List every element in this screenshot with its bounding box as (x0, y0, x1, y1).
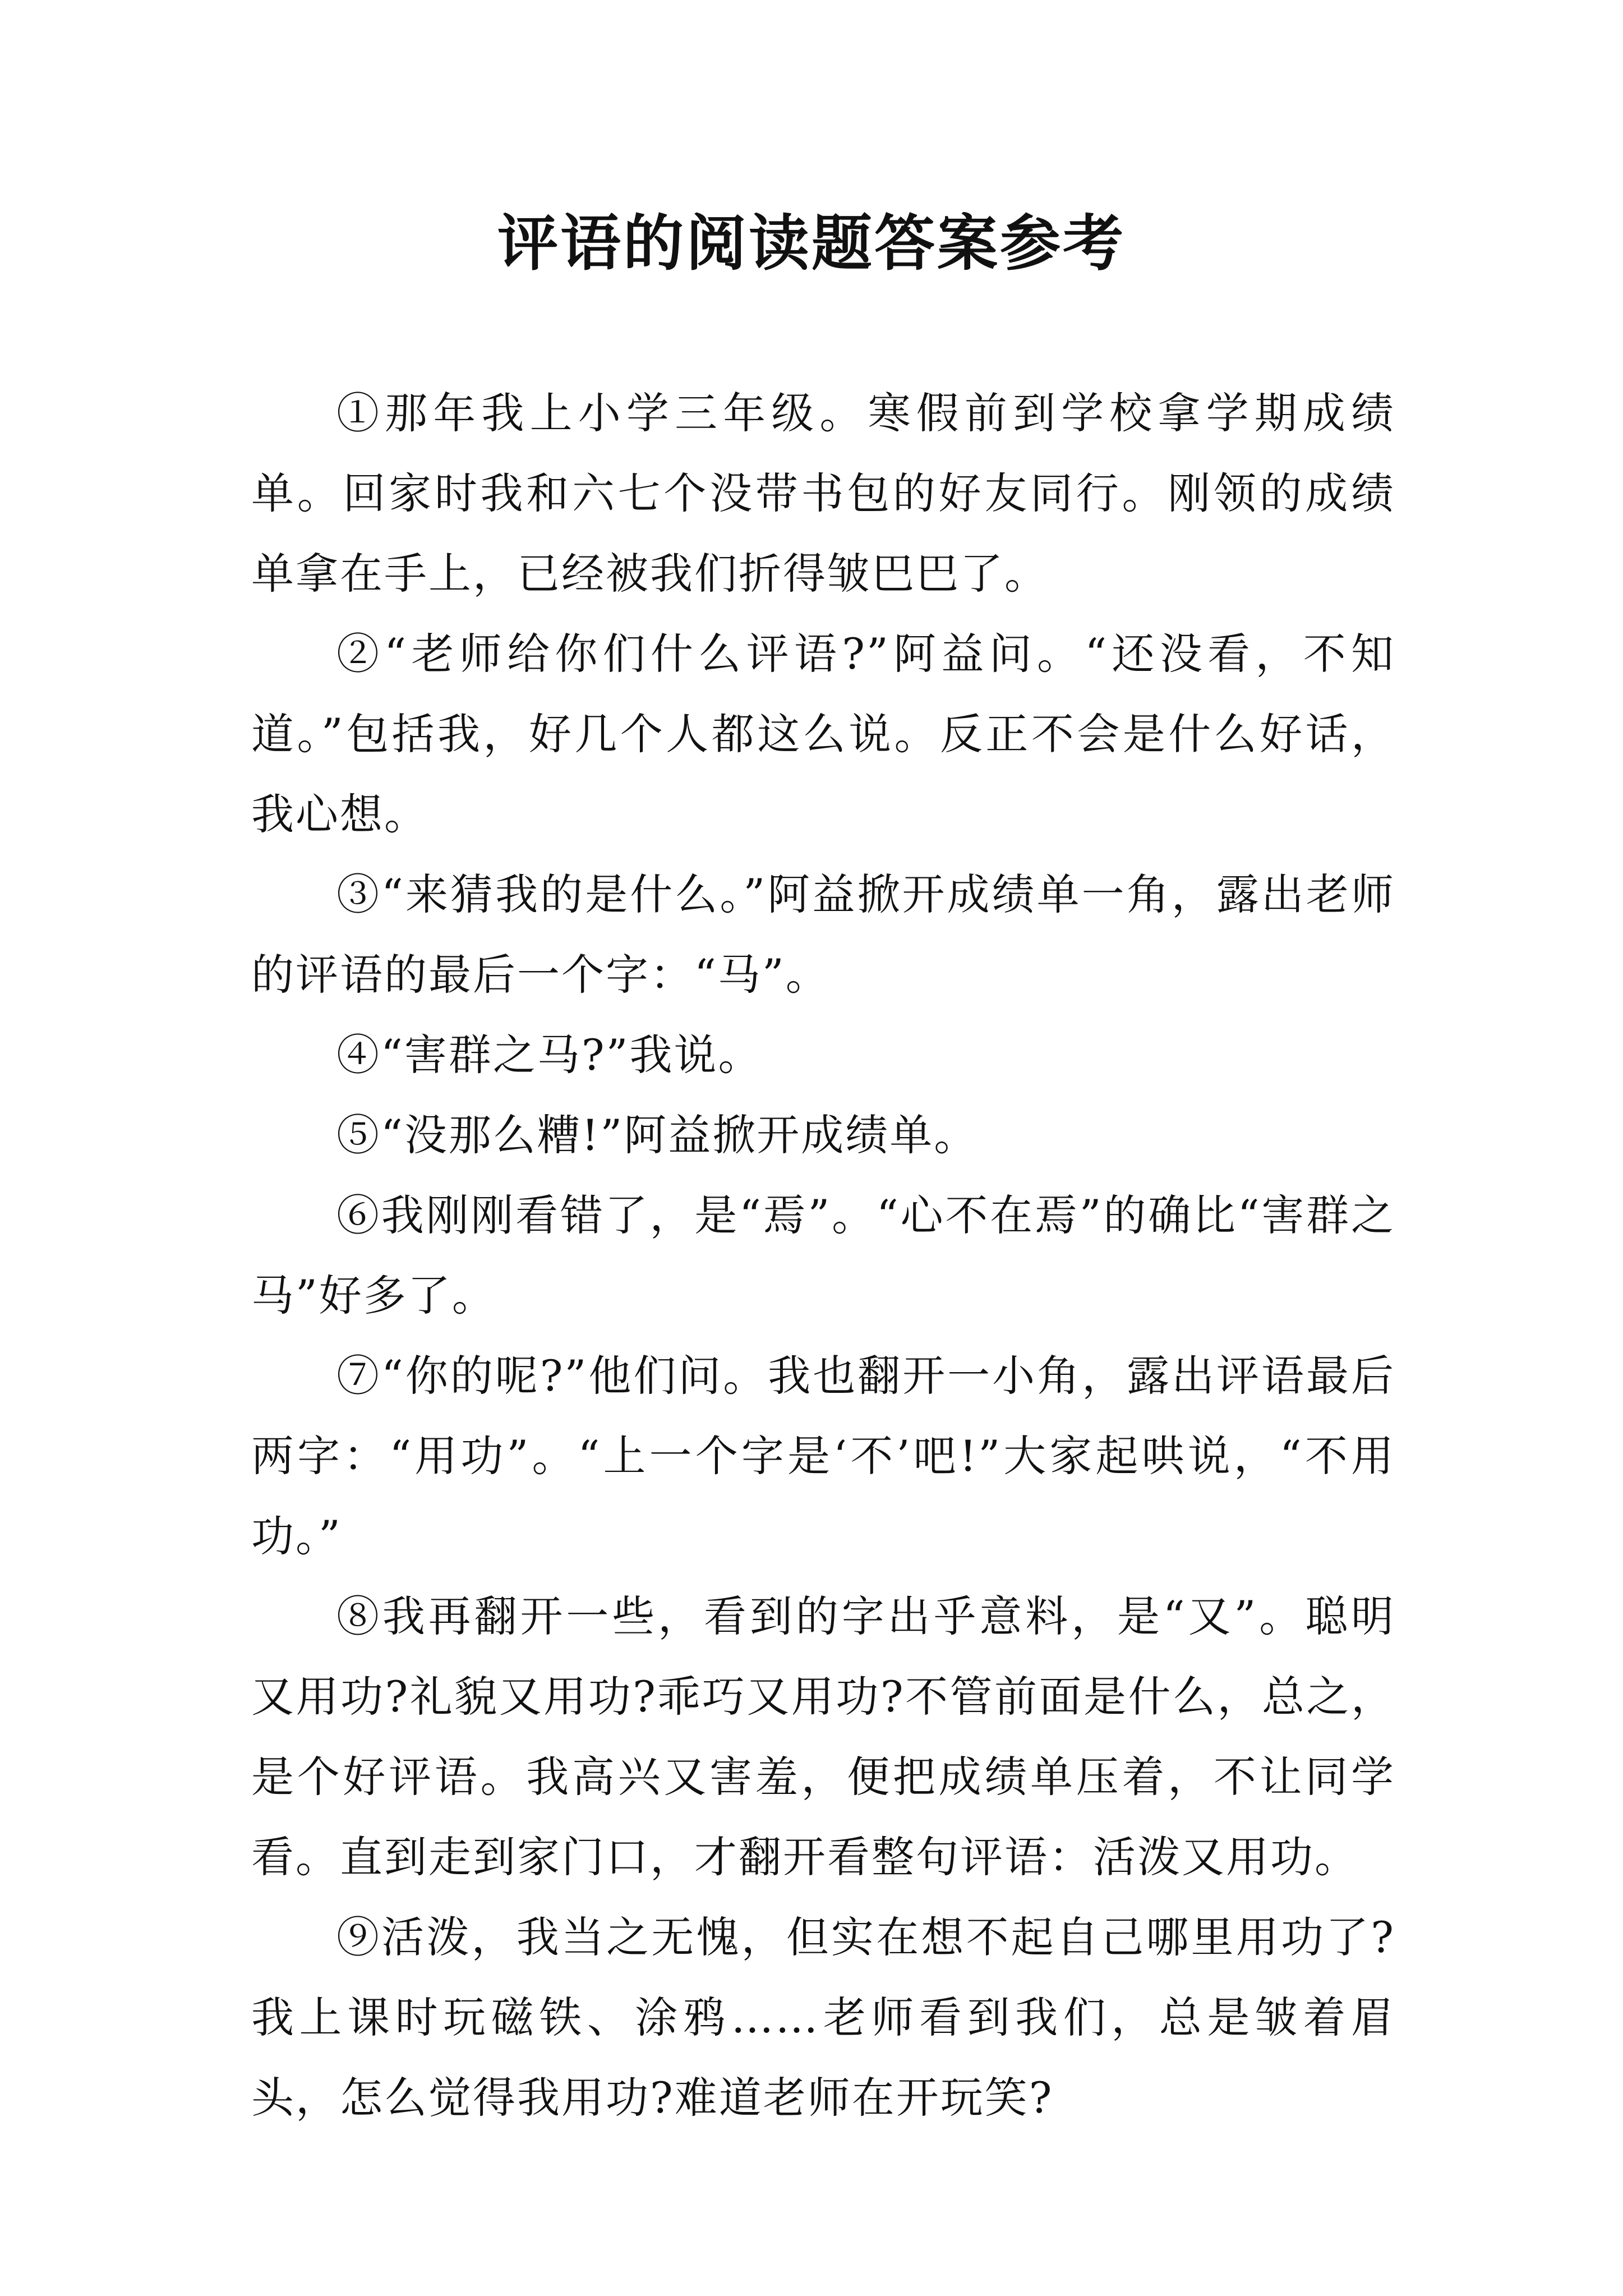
document-body (251, 373, 1395, 2138)
paragraph-4: ④“害群之马?”我说。 (336, 1030, 763, 1080)
paragraph-2: ②“老师给你们什么评语?”阿益问。“还没看，不知道。”包括我，好几个人都这么说。反正不会是什么好话，我心想。 (251, 629, 1395, 839)
paragraph-9: ⑨活泼，我当之无愧，但实在想不起自己哪里用功了?我上课时玩磁铁、涂鸦……老师看到我们，总是皱着眉头，怎么觉得我用功?难道老师在开玩笑? (251, 1912, 1395, 2123)
paragraph-8: ⑧我再翻开一些，看到的字出乎意料，是“又”。聪明又用功?礼貌又用功?乖巧又用功?不管前面是什么，总之，是个好评语。我高兴又害羞，便把成绩单压着，不让同学看。直到走到家门口，才翻开看整句评语：活泼又用功。 (251, 1591, 1395, 1882)
document-title: 评语的阅读题答案参考 (497, 209, 1126, 279)
paragraph-5: ⑤“没那么糟!”阿益掀开成绩单。 (336, 1110, 979, 1160)
paragraph-1: ①那年我上小学三年级。寒假前到学校拿学期成绩单。回家时我和六七个没带书包的好友同行。刚领的成绩单拿在手上，已经被我们折得皱巴巴了。 (251, 388, 1395, 599)
paragraph-3: ③“来猜我的是什么。”阿益掀开成绩单一角，露出老师的评语的最后一个字：“马”。 (251, 869, 1395, 1000)
paragraph-6: ⑥我刚刚看错了，是“焉”。“心不在焉”的确比“害群之马”好多了。 (251, 1190, 1395, 1320)
paragraph-7: ⑦“你的呢?”他们问。我也翻开一小角，露出评语最后两字：“用功”。“上一个字是‘不’吧!”大家起哄说，“不用功。” (251, 1351, 1395, 1561)
